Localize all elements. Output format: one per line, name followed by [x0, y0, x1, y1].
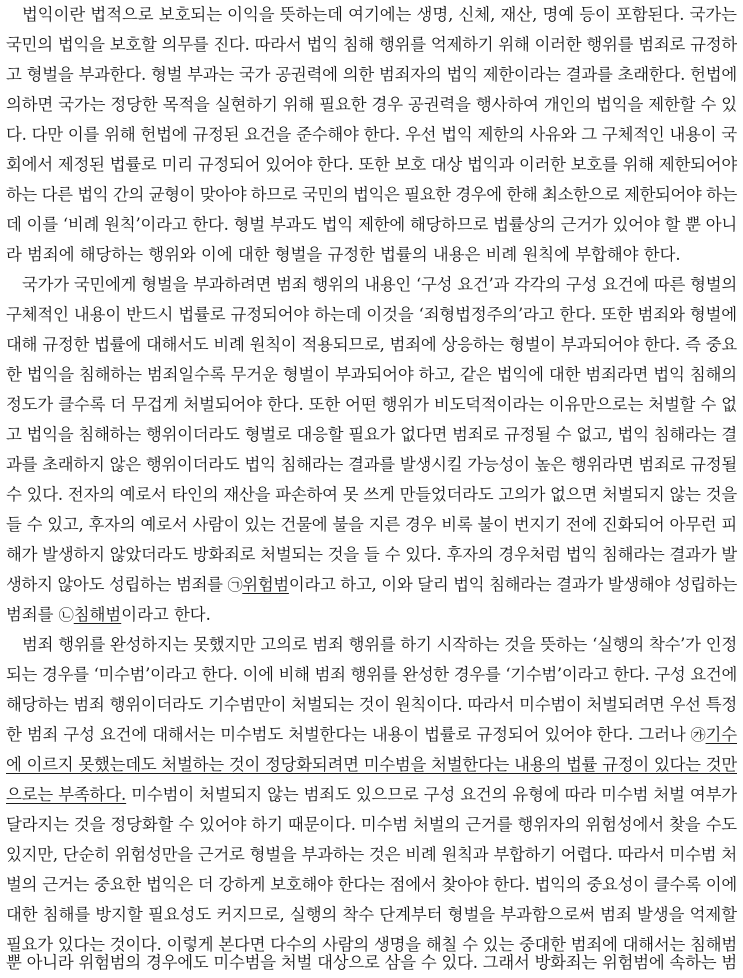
- text-line: [6, 570, 737, 600]
- text-line: [6, 600, 737, 630]
- text-line: 고 형벌을 부과한다. 형벌 부과는 국가 공권력에 의한 범죄자의 법익 제한이라는 결과를 초래한다. 헌법에: [6, 65, 737, 84]
- text-line: 다. 다만 이를 위해 헌법에 규정된 요건을 준수해야 한다. 우선 법익 제한의 사유와 그 구체적인 내용이 국: [6, 125, 737, 144]
- text-line: 해당하는 범죄 행위이더라도 기수범만이 처벌되는 것이 원칙이다. 따라서 미수범이 처벌되려면 우선 특정: [6, 695, 737, 714]
- text-line: 법익이란 법적으로 보호되는 이익을 뜻하는데 여기에는 생명, 신체, 재산, 명예 등이 포함된다. 국가는: [22, 5, 737, 24]
- text-line: 정도가 클수록 더 무겁게 처벌되어야 한다. 또한 어떤 행위가 비도덕적이라는 이유만으로는 처벌할 수 없: [6, 395, 737, 414]
- text-line: 의하면 국가는 정당한 목적을 실현하기 위해 필요한 경우 공권력을 행사하여 개인의 법익을 제한할 수 있: [6, 95, 737, 114]
- line-text: 이라고 한다.: [121, 605, 211, 624]
- text-line: 회에서 제정된 법률로 미리 규정되어 있어야 한다. 또한 보호 대상 법익과 이러한 보호를 위해 제한되어야: [6, 155, 737, 174]
- line-text: 한 범죄 구성 요건에 대해서는 미수범도 처벌한다는 내용이 법률로 규정되어 있어야 한다. 그러나: [6, 725, 691, 744]
- text-line: 라 범죄에 해당하는 행위와 이에 대한 형벌을 규정한 법률의 내용은 비례 원칙에 부합해야 한다.: [6, 245, 681, 264]
- text-line: 되는 경우를 ‘미수범’이라고 한다. 이에 비해 범죄 행위를 완성한 경우를 ‘기수범’이라고 한다. 구성 요건에: [6, 665, 737, 684]
- text-line: 대해 규정한 법률에 대해서도 비례 원칙이 적용되므로, 범죄에 상응하는 형벌이 부과되어야 한다. 즉 중요: [6, 335, 737, 354]
- underlined-text: 으로는 부족하다.: [6, 785, 127, 804]
- text-line: 국민의 법익을 보호할 의무를 진다. 따라서 법익 침해 행위를 억제하기 위해 이러한 행위를 범죄로 규정하: [6, 35, 737, 54]
- text-line: 수 있다. 전자의 예로서 타인의 재산을 파손하여 못 쓰게 만들었더라도 고의가 없으면 처벌되지 않는 것을: [6, 485, 737, 504]
- text-line: 필요가 있다는 것이다. 이렇게 본다면 다수의 사람의 생명을 해칠 수 있는 중대한 범죄에 대해서는 침해범: [6, 935, 737, 954]
- text-line: 있지만, 단순히 위험성만을 근거로 형벌을 부과하는 것은 비례 원칙과 부합하기 어렵다. 따라서 미수범 처: [6, 845, 737, 864]
- text-line: 고 법익을 침해하는 행위이더라도 형벌로 대응할 필요가 없다면 범죄로 규정될 수 없고, 법익 침해라는 결: [6, 425, 737, 444]
- text-line: 한 법익을 침해하는 범죄일수록 무거운 형벌이 부과되어야 하고, 같은 법익에 대한 범죄라면 법익 침해의: [6, 365, 737, 384]
- text-line: 데 이를 ‘비례 원칙’이라고 한다. 형벌 부과도 법익 제한에 해당하므로 법률상의 근거가 있어야 할 뿐 아니: [6, 215, 737, 234]
- underlined-text: 에 이르지 못했는데도 처벌하는 것이 정당화되려면 미수범을 처벌한다는 내용의 법률 규정이 있다는 것만: [6, 755, 737, 774]
- circled-marker-b: ㉡: [58, 606, 74, 624]
- underlined-passage: [691, 725, 737, 744]
- circled-marker-a: ㉠: [227, 576, 243, 594]
- line-text: 생하지 않아도 성립하는 범죄를: [6, 575, 228, 594]
- line-text: 미수범이 처벌되지 않는 범죄도 있으므로 구성 요건의 유형에 따라 미수범 처벌 여부가: [126, 785, 737, 804]
- underlined-text: 기수: [705, 725, 737, 744]
- text-line: 벌의 근거는 중요한 법익은 더 강하게 보호해야 한다는 점에서 찾아야 한다. 법익의 중요성이 클수록 이에: [6, 875, 737, 894]
- circled-marker-ga: ㉮: [690, 726, 706, 744]
- text-line: 구체적인 내용이 반드시 법률로 규정되어야 하는데 이것을 ‘죄형법정주의’라고 한다. 또한 범죄와 형벌에: [6, 305, 737, 324]
- text-line: 과를 초래하지 않은 행위이더라도 법익 침해라는 결과를 발생시킬 가능성이 높은 행위라면 범죄로 규정될: [6, 455, 737, 474]
- text-line: 뿐 아니라 위험범의 경우에도 미수범을 처벌 대상으로 삼을 수 있다. 그래서 방화죄는 위험범에 속하는 범: [6, 953, 737, 972]
- text-line: [6, 750, 737, 780]
- term-harm-crime: 침해범: [73, 605, 122, 624]
- text-line: 해가 발생하지 않았더라도 방화죄로 처벌되는 것을 들 수 있다. 후자의 경우처럼 법익 침해라는 결과가 발: [6, 545, 737, 564]
- text-line: 범죄 행위를 완성하지는 못했지만 고의로 범죄 행위를 하기 시작하는 것을 뜻하는 ‘실행의 착수’가 인정: [22, 635, 737, 654]
- text-line: 들 수 있고, 후자의 예로서 사람이 있는 건물에 불을 지른 경우 비록 불이 번지기 전에 진화되어 아무런 피: [6, 515, 737, 534]
- text-line: 국가가 국민에게 형벌을 부과하려면 범죄 행위의 내용인 ‘구성 요건’과 각각의 구성 요건에 따른 형벌의: [22, 275, 737, 294]
- text-line: 하는 다른 법익 간의 균형이 맞아야 하므로 국민의 법익은 필요한 경우에 한해 최소한으로 제한되어야 하는: [6, 185, 737, 204]
- line-text: 범죄를: [6, 605, 59, 624]
- term-marker: [59, 605, 122, 624]
- term-risk-crime: 위험범: [242, 575, 289, 594]
- text-line: 달라지는 것을 정당화할 수 있어야 하기 때문이다. 미수범 처벌의 근거를 행위자의 위험성에서 찾을 수도: [6, 815, 737, 834]
- text-line: 대한 침해를 방지할 필요성도 커지므로, 실행의 착수 단계부터 형벌을 부과함으로써 범죄 발생을 억제할: [6, 905, 737, 924]
- line-text: 이라고 하고, 이와 달리 법익 침해라는 결과가 발생해야 성립하는: [288, 575, 737, 594]
- text-line: [6, 780, 737, 810]
- term-marker: [228, 575, 289, 594]
- text-line: [6, 720, 737, 750]
